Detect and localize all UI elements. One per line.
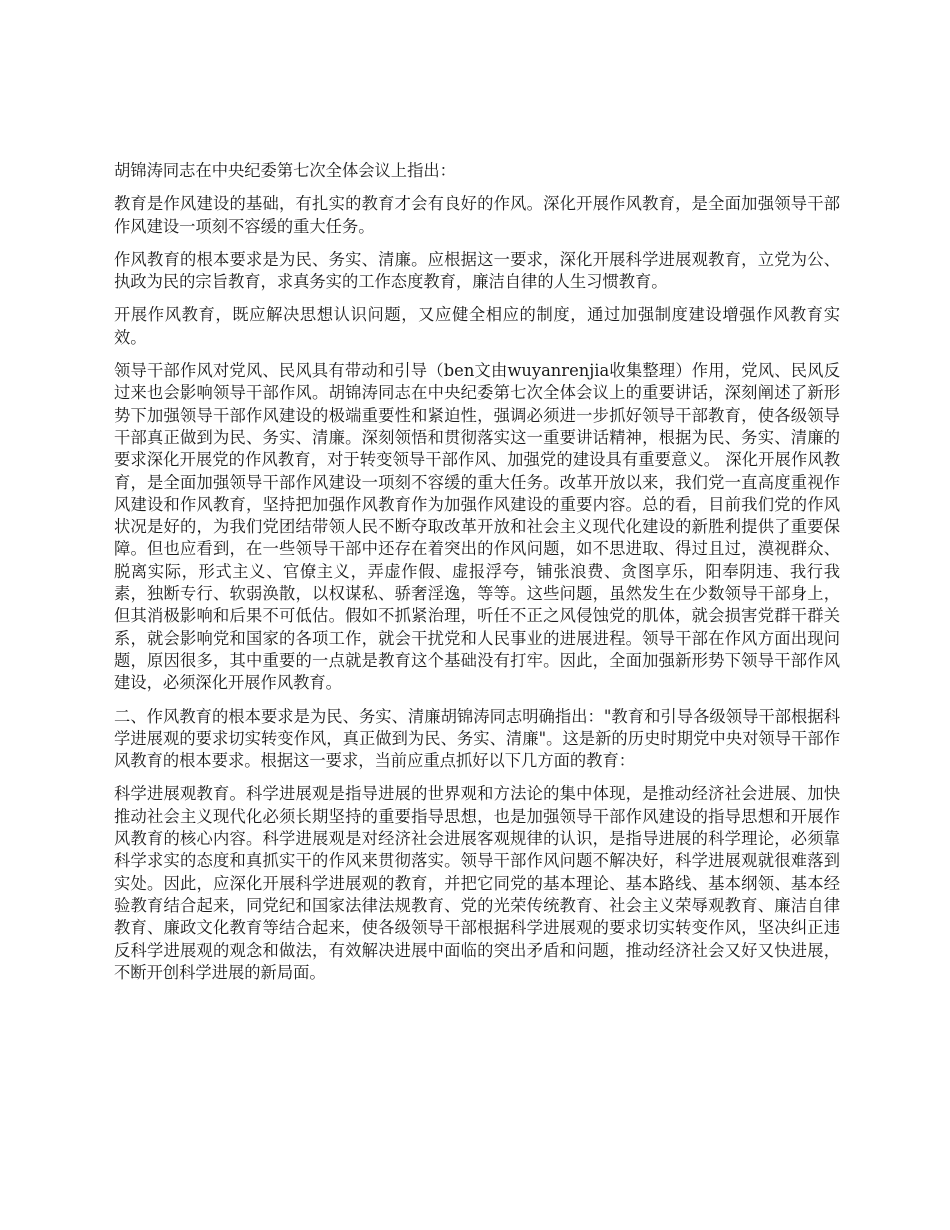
paragraph-education-foundation: 教育是作风建设的基础，有扎实的教育才会有良好的作风。深化开展作风教育，是全面加强领导干部作风建设一项刻不容缓的重大任务。 <box>114 194 840 236</box>
paragraph-section-two: 二、作风教育的根本要求是为民、务实、清廉胡锦涛同志明确指出："教育和引导各级领导干部根据科学进展观的要求切实转变作风，真正做到为民、务实、清廉"。这是新的历史时期党中央对领导干部作风教育的根本要求。根据这一要求，当前应重点抓好以下几方面的教育： <box>114 706 840 771</box>
document-body <box>114 160 840 995</box>
paragraph-leadership-style: 领导干部作风对党风、民风具有带动和引导（ben文由wuyanrenjia收集整理）作用，党风、民风反过来也会影响领导干部作风。胡锦涛同志在中央纪委第七次全体会议上的重要讲话，深刻阐述了新形势下加强领导干部作风建设的极端重要性和紧迫性，强调必须进一步抓好领导干部教育，使各级领导干部真正做到为民、务实、清廉。深刻领悟和贯彻落实这一重要讲话精神，根据为民、务实、清廉的要求深化开展党的作风教育，对于转变领导干部作风、加强党的建设具有重要意义。 深化开展作风教育，是全面加强领导干部作风建设一项刻不容缓的重大任务。改革开放以来，我们党一直高度重视作风建设和作风教育，坚持把加强作风教育作为加强作风建设的重要内容。总的看，目前我们党的作风状况是好的，为我们党团结带领人民不断夺取改革开放和社会主义现代化建设的新胜利提供了重要保障。但也应看到，在一些领导干部中还存在着突出的作风问题，如不思进取、得过且过，漠视群众、脱离实际，形式主义、官僚主义，弄虚作假、虚报浮夸，铺张浪费、贪图享乐，阳奉阴违、我行我素，独断专行、软弱涣散，以权谋私、骄奢淫逸，等等。这些问题，虽然发生在少数领导干部身上，但其消极影响和后果不可低估。假如不抓紧治理，听任不正之风侵蚀党的肌体，就会损害党群干群关系，就会影响党和国家的各项工作，就会干扰党和人民事业的进展进程。领导干部在作风方面出现问题，原因很多，其中重要的一点就是教育这个基础没有打牢。因此，全面加强新形势下领导干部作风建设，必须深化开展作风教育。 <box>114 361 840 693</box>
paragraph-system-building: 开展作风教育，既应解决思想认识问题，又应健全相应的制度，通过加强制度建设增强作风教育实效。 <box>114 305 840 347</box>
paragraph-scientific-development: 科学进展观教育。科学进展观是指导进展的世界观和方法论的集中体现，是推动经济社会进展、加快推动社会主义现代化必须长期坚持的重要指导思想，也是加强领导干部作风建设的指导思想和开展作风教育的核心内容。科学进展观是对经济社会进展客观规律的认识，是指导进展的科学理论，必须靠科学求实的态度和真抓实干的作风来贯彻落实。领导干部作风问题不解决好，科学进展观就很难落到实处。因此，应深化开展科学进展观的教育，并把它同党的基本理论、基本路线、基本纲领、基本经验教育结合起来，同党纪和国家法律法规教育、党的光荣传统教育、社会主义荣辱观教育、廉洁自律教育、廉政文化教育等结合起来，使各级领导干部根据科学进展观的要求切实转变作风，坚决纠正违反科学进展观的观念和做法，有效解决进展中面临的突出矛盾和问题，推动经济社会又好又快进展，不断开创科学进展的新局面。 <box>114 784 840 982</box>
paragraph-basic-requirements: 作风教育的根本要求是为民、务实、清廉。应根据这一要求，深化开展科学进展观教育，立党为公、执政为民的宗旨教育，求真务实的工作态度教育，廉洁自律的人生习惯教育。 <box>114 249 840 292</box>
paragraph-intro: 胡锦涛同志在中央纪委第七次全体会议上指出： <box>114 161 456 180</box>
